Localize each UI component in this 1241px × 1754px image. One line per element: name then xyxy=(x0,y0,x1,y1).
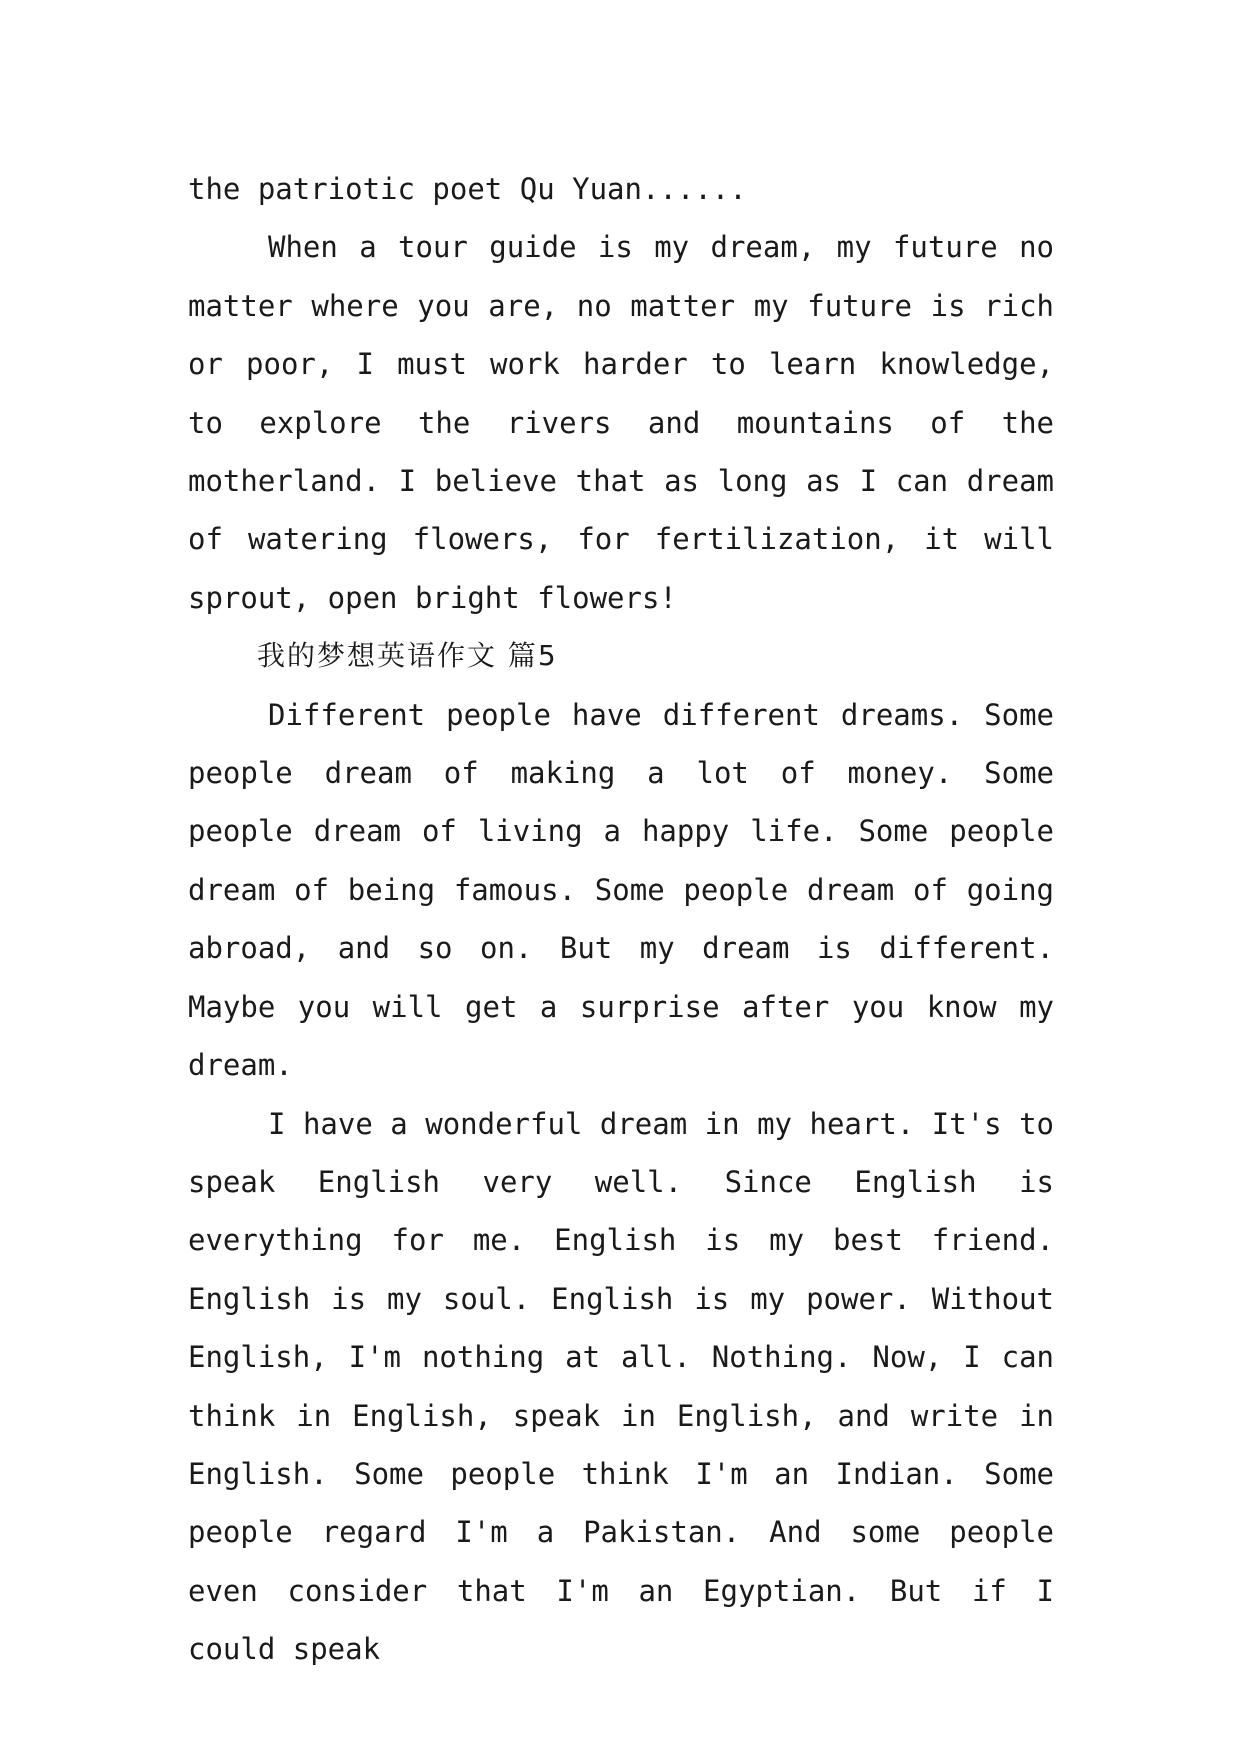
document-body xyxy=(188,160,1054,1679)
paragraph-english-dream: I have a wonderful dream in my heart. It's to speak English very well. Since English is everything for me. English is my best friend. English is my soul. English is my power. Without English, I'm nothing at all. Nothing. Now, I can think in English, speak in English, and write in English. Some people think I'm an Indian. Some people regard I'm a Pakistan. And some people even consider that I'm an Egyptian. But if I could speak xyxy=(188,1106,1054,1667)
paragraph-different-dreams: Different people have different dreams. Some people dream of making a lot of money. Some people dream of living a happy life. Some people dream of being famous. Some people dream of going abroad, and so on. But my dream is different. Maybe you will get a surprise after you know my dream. xyxy=(188,697,1054,1083)
paragraph-continuation: the patriotic poet Qu Yuan...... xyxy=(188,172,747,206)
paragraph-tour-guide-dream: When a tour guide is my dream, my future no matter where you are, no matter my future is rich or poor, I must work harder to learn knowledge, to explore the rivers and mountains of the motherland. I believe that as long as I can dream of watering flowers, for fertilization, it will sprout, open bright flowers! xyxy=(188,230,1054,615)
section-heading: 我的梦想英语作文 篇5 xyxy=(257,639,558,673)
